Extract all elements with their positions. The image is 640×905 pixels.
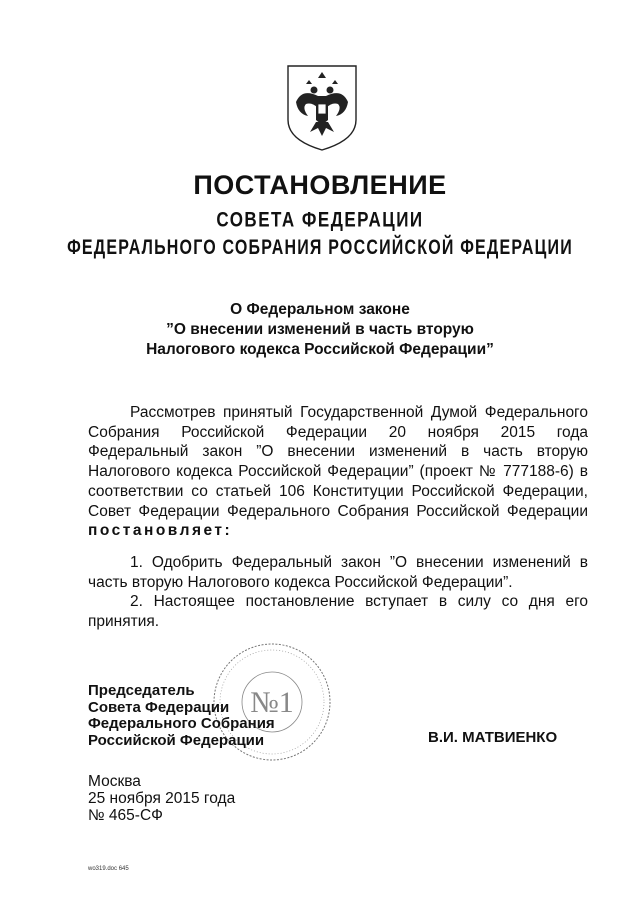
- date: 25 ноября 2015 года: [88, 790, 236, 807]
- signer-line: Российской Федерации: [88, 731, 265, 749]
- document-subject: [0, 300, 640, 360]
- signer-line: Совета Федерации: [88, 698, 230, 716]
- resolution-item: 1. Одобрить Федеральный закон ”О внесении изменений в часть вторую Налогового кодекса Российской Федерации”.: [88, 554, 588, 591]
- resolution-items: [88, 553, 588, 632]
- place-date-number: [88, 773, 235, 824]
- subject-line: ”О внесении изменений в часть вторую: [166, 321, 474, 338]
- resolution-number: № 465-СФ: [88, 807, 163, 824]
- resolution-item: 2. Настоящее постановление вступает в силу со дня его принятия.: [88, 593, 588, 631]
- subject-line: О Федеральном законе: [230, 301, 410, 318]
- signer-line: Федерального Собрания: [88, 715, 275, 732]
- resolves-keyword: постановляет:: [88, 522, 233, 540]
- signer-name: В.И. МАТВИЕНКО: [428, 729, 558, 746]
- footer-code: wo319.doc 645: [88, 866, 129, 872]
- city: Москва: [88, 773, 141, 790]
- signer-title: [88, 683, 275, 749]
- document-subtitle-assembly: ФЕДЕРАЛЬНОГО СОБРАНИЯ РОССИЙСКОЙ ФЕДЕРАЦИИ: [67, 237, 573, 260]
- document-subtitle-council: СОВЕТА ФЕДЕРАЦИИ: [216, 207, 424, 232]
- preamble-paragraph: [88, 403, 588, 541]
- seal-number-text: №1: [250, 686, 294, 719]
- document-title: ПОСТАНОВЛЕНИЕ: [193, 170, 447, 200]
- preamble-text: Рассмотрев принятый Государственной Думой Федерального Собрания Российской Федерации 20 ноября 2015 года Федеральный закон ”О внесении изменений в часть вторую Налогового кодекса Российской Федерации” (проект № 777188-6) в соответствии со статьей 106 Конституции Российской Федерации, Совет Федерации Федерального Собрания Российской Федерации: [88, 404, 588, 520]
- coat-of-arms-emblem: [284, 62, 360, 154]
- signer-line: Председатель: [88, 682, 195, 699]
- subject-line: Налогового кодекса Российской Федерации”: [146, 341, 494, 358]
